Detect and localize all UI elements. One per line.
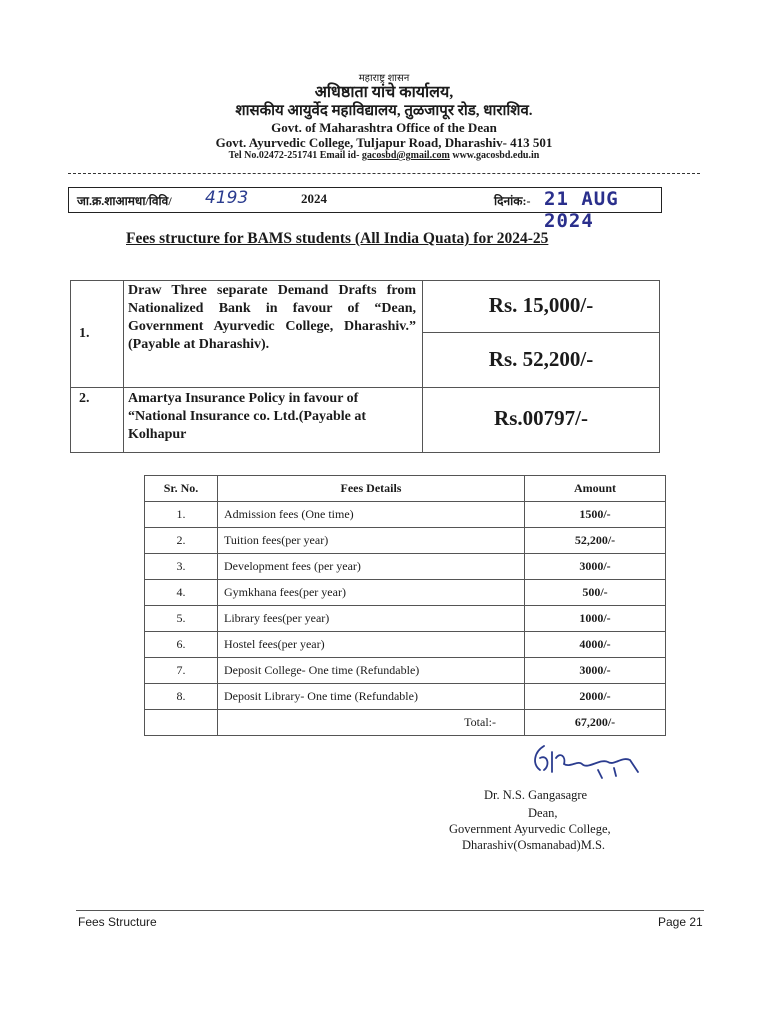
dd-description-cell — [124, 388, 423, 452]
dd-amount-cell — [423, 281, 659, 333]
reference-number: 4193 — [205, 188, 249, 208]
row-serial: 1. — [145, 502, 218, 528]
dd-amount: Rs. 15,000/- — [488, 293, 594, 317]
row-amount: 2000/- — [525, 684, 666, 710]
college-address: Govt. Ayurvedic College, Tuljapur Road, Dharashiv- 413 501 — [215, 135, 553, 150]
contact-phone: Tel No.02472-251741 Email id- — [228, 150, 360, 161]
row-detail: Library fees(per year) — [218, 606, 525, 632]
contact-line — [0, 150, 768, 161]
row-amount: 4000/- — [525, 632, 666, 658]
table-row — [145, 554, 666, 580]
dd-serial: 1. — [79, 326, 90, 341]
dd-serial-cell — [71, 281, 124, 388]
signatory-place: Dharashiv(Osmanabad)M.S. — [462, 838, 606, 852]
table-row — [145, 658, 666, 684]
date-stamp: 21 AUG 2024 — [544, 188, 619, 232]
total-empty-cell — [145, 710, 218, 736]
government-english: Govt. of Maharashtra Office of the Dean — [271, 120, 497, 135]
table-row — [145, 632, 666, 658]
dd-description-cell — [124, 281, 423, 388]
row-serial: 5. — [145, 606, 218, 632]
column-header: Amount — [525, 476, 666, 502]
signatory-title: Dean, — [528, 806, 558, 820]
office-marathi: अधिष्ठाता यांचे कार्यालय, — [314, 84, 454, 101]
row-detail: Tuition fees(per year) — [218, 528, 525, 554]
dd-description: Draw Three separate Demand Drafts from Nationalized Bank in favour of “Dean, Government Ayurvedic College, Dharashiv.” (Payable at Dharashiv). — [128, 283, 416, 352]
page-number: Page 21 — [658, 915, 703, 929]
row-amount: 1500/- — [525, 502, 666, 528]
college-marathi: शासकीय आयुर्वेद महाविद्यालय, तुळजापूर रोड, धाराशिव. — [235, 103, 533, 119]
dd-amount: Rs. 52,200/- — [488, 347, 594, 371]
row-serial: 4. — [145, 580, 218, 606]
row-detail: Hostel fees(per year) — [218, 632, 525, 658]
government-marathi: महाराष्ट्र शासन — [358, 73, 410, 84]
table-row — [145, 606, 666, 632]
row-detail: Deposit College- One time (Refundable) — [218, 658, 525, 684]
total-row — [145, 710, 666, 736]
reference-year: 2024 — [301, 191, 327, 206]
row-amount: 3000/- — [525, 658, 666, 684]
row-amount: 1000/- — [525, 606, 666, 632]
dd-amount-cell — [423, 388, 659, 452]
total-label: Total:- — [218, 710, 525, 736]
row-serial: 7. — [145, 658, 218, 684]
dd-serial: 2. — [79, 391, 90, 406]
signatory-name: Dr. N.S. Gangasagre — [484, 788, 588, 802]
footer-divider — [76, 910, 704, 911]
date-label: दिनांक:- — [494, 194, 531, 208]
demand-draft-table — [70, 280, 660, 453]
row-amount: 3000/- — [525, 554, 666, 580]
row-serial: 6. — [145, 632, 218, 658]
dd-amount: Rs.00797/- — [494, 406, 588, 430]
website-link[interactable]: www.gacosbd.edu.in — [452, 150, 540, 161]
column-header: Fees Details — [218, 476, 525, 502]
row-serial: 8. — [145, 684, 218, 710]
email-link[interactable]: gacosbd@gmail.com — [361, 150, 450, 161]
row-amount: 52,200/- — [525, 528, 666, 554]
fees-table — [144, 475, 666, 736]
dd-serial-cell — [71, 388, 124, 452]
row-detail: Development fees (per year) — [218, 554, 525, 580]
row-detail: Deposit Library- One time (Refundable) — [218, 684, 525, 710]
page-title: Fees structure for BAMS students (All India Quata) for 2024-25 — [126, 230, 549, 247]
letterhead-divider — [68, 173, 700, 174]
reference-box — [68, 187, 662, 232]
row-serial: 2. — [145, 528, 218, 554]
signature-image — [530, 738, 650, 788]
table-row — [145, 580, 666, 606]
table-row — [145, 684, 666, 710]
reference-label: जा.क्र.शाआमधा/विवि/ — [77, 194, 172, 208]
column-header: Sr. No. — [145, 476, 218, 502]
row-amount: 500/- — [525, 580, 666, 606]
row-detail: Admission fees (One time) — [218, 502, 525, 528]
dd-description: Amartya Insurance Policy in favour of “National Insurance co. Ltd.(Payable at Kolhapur — [128, 391, 366, 442]
table-row — [145, 502, 666, 528]
footer-label: Fees Structure — [78, 915, 157, 929]
dd-amount-cell — [423, 333, 659, 388]
total-amount: 67,200/- — [525, 710, 666, 736]
signatory-college: Government Ayurvedic College, — [449, 822, 611, 836]
row-serial: 3. — [145, 554, 218, 580]
table-row — [145, 528, 666, 554]
table-header-row — [145, 476, 666, 502]
row-detail: Gymkhana fees(per year) — [218, 580, 525, 606]
